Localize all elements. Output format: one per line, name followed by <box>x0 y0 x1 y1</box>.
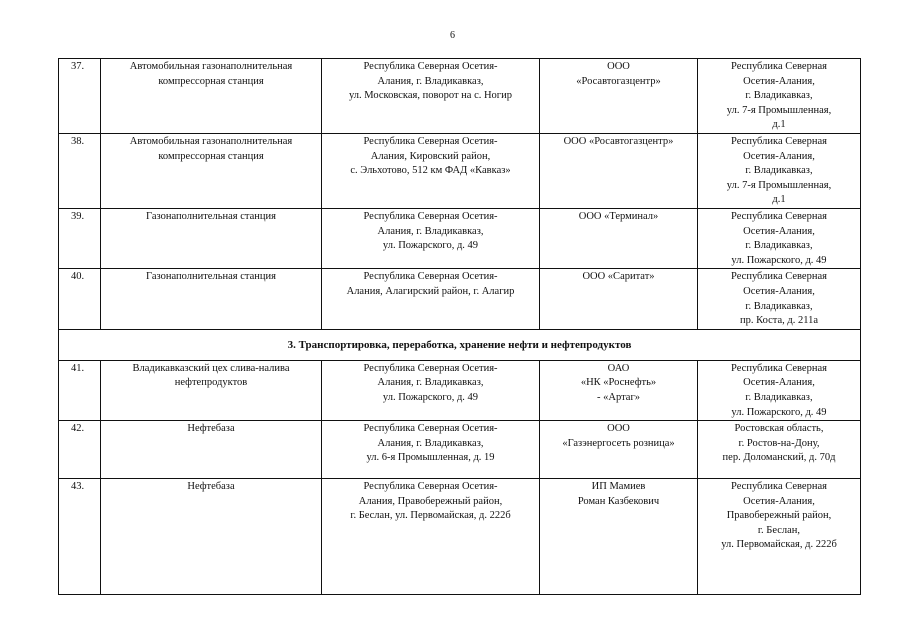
facility-location-line: ул. Пожарского, д. 49 <box>382 240 479 252</box>
table-row <box>59 208 861 268</box>
facility-location <box>322 421 540 479</box>
facility-location-line: ул. Пожарского, д. 49 <box>382 391 479 403</box>
facility-location-line: ул. 6-я Промышленная, д. 19 <box>366 452 495 464</box>
owner-address <box>698 360 861 420</box>
facility-name <box>101 59 322 134</box>
row-number: 37. <box>59 59 101 134</box>
facility-location-line: ул. Московская, поворот на с. Ногир <box>349 90 512 102</box>
facility-location-line: Республика Северная Осетия- <box>363 481 498 493</box>
facility-owner-line: ООО <box>607 423 630 435</box>
owner-address-line: Ростовская область, <box>734 423 824 435</box>
facilities-table <box>58 58 861 595</box>
facility-location-line: Алания, Алагирский район, г. Алагир <box>346 285 515 297</box>
owner-address-line: Республика Северная <box>731 362 827 374</box>
table-row <box>59 479 861 595</box>
facility-location-line: Алания, г. Владикавказ, <box>377 75 484 87</box>
facility-location-line: Алания, г. Владикавказ, <box>377 377 484 389</box>
facility-owner <box>540 59 698 134</box>
owner-address-line: Осетия-Алания, <box>743 285 815 297</box>
owner-address <box>698 208 861 268</box>
page-number: 6 <box>450 30 455 41</box>
owner-address-line: Республика Северная <box>731 271 827 283</box>
row-number: 40. <box>59 269 101 329</box>
facility-location-line: Республика Северная Осетия- <box>363 210 498 222</box>
facility-owner-line: «Газэнергосеть розница» <box>562 437 675 449</box>
facility-owner-line: - «Артаг» <box>597 391 640 403</box>
facility-name <box>101 421 322 479</box>
facility-name-line: Газонаполнительная станция <box>146 271 276 283</box>
facility-name <box>101 360 322 420</box>
owner-address-line: Осетия-Алания, <box>743 75 815 87</box>
facility-location-line: Алания, Кировский район, <box>370 150 491 162</box>
facility-owner-line: ООО «Терминал» <box>578 210 659 222</box>
owner-address-line: ул. 7-я Промышленная, <box>726 104 832 116</box>
facility-location-line: Алания, Правобережный район, <box>358 495 503 507</box>
owner-address-line: г. Владикавказ, <box>745 391 813 403</box>
row-number: 43. <box>59 479 101 595</box>
owner-address-line: ул. Первомайская, д. 222б <box>721 539 837 551</box>
owner-address-line: д.1 <box>772 194 786 206</box>
owner-address-line: ул. Пожарского, д. 49 <box>731 406 827 418</box>
facility-location-line: Алания, г. Владикавказ, <box>377 225 484 237</box>
owner-address-line: Республика Северная <box>731 210 827 222</box>
facility-location-line: Алания, г. Владикавказ, <box>377 437 484 449</box>
owner-address-line: пр. Коста, д. 211а <box>739 315 818 327</box>
facility-owner-line: ООО «Саритат» <box>582 271 655 283</box>
facility-location-line: Республика Северная Осетия- <box>363 362 498 374</box>
facility-owner <box>540 360 698 420</box>
facility-name-line: Нефтебаза <box>187 481 235 493</box>
facility-location <box>322 134 540 209</box>
row-number: 42. <box>59 421 101 479</box>
facility-location <box>322 208 540 268</box>
owner-address-line: г. Беслан, <box>757 524 801 536</box>
facility-location-line: с. Эльхотово, 512 км ФАД «Кавказ» <box>350 165 511 177</box>
facility-location-line: г. Беслан, ул. Первомайская, д. 222б <box>350 510 511 522</box>
owner-address <box>698 479 861 595</box>
owner-address-line: Республика Северная <box>731 481 827 493</box>
facility-name <box>101 208 322 268</box>
owner-address-line: д.1 <box>772 119 786 131</box>
facility-name-line: компрессорная станция <box>158 75 264 87</box>
facility-owner <box>540 269 698 329</box>
facility-name-line: Автомобильная газонаполнительная <box>129 61 293 72</box>
section-heading-row <box>59 329 861 360</box>
table-row <box>59 59 861 134</box>
facility-owner <box>540 421 698 479</box>
row-number: 41. <box>59 360 101 420</box>
section-heading: 3. Транспортировка, переработка, хранение нефти и нефтепродуктов <box>59 329 861 360</box>
facility-name <box>101 269 322 329</box>
facility-location-line: Республика Северная Осетия- <box>363 271 498 283</box>
facility-owner-line: ООО <box>607 61 630 72</box>
facility-owner <box>540 134 698 209</box>
facility-location <box>322 59 540 134</box>
table-row <box>59 269 861 329</box>
table-row <box>59 360 861 420</box>
owner-address-line: г. Владикавказ, <box>745 90 813 102</box>
facility-owner-line: ООО «Росавтогазцентр» <box>563 136 674 147</box>
facility-location-line: Республика Северная Осетия- <box>363 61 498 72</box>
facility-location <box>322 269 540 329</box>
owner-address-line: ул. 7-я Промышленная, <box>726 179 832 191</box>
owner-address-line: Осетия-Алания, <box>743 225 815 237</box>
facility-name-line: компрессорная станция <box>158 150 264 162</box>
facility-owner-line: ОАО <box>607 362 630 374</box>
facility-location <box>322 360 540 420</box>
owner-address-line: ул. Пожарского, д. 49 <box>731 254 827 266</box>
owner-address <box>698 421 861 479</box>
facility-owner-line: «Росавтогазцентр» <box>576 75 661 87</box>
owner-address-line: Республика Северная <box>731 61 827 72</box>
owner-address <box>698 59 861 134</box>
owner-address <box>698 134 861 209</box>
facility-name <box>101 479 322 595</box>
facility-owner <box>540 208 698 268</box>
table-row <box>59 134 861 209</box>
row-number: 39. <box>59 208 101 268</box>
owner-address-line: г. Владикавказ, <box>745 240 813 252</box>
facility-name-line: Нефтебаза <box>187 423 235 435</box>
facility-owner <box>540 479 698 595</box>
owner-address-line: г. Владикавказ, <box>745 165 813 177</box>
owner-address-line: Республика Северная <box>731 136 827 147</box>
facility-owner-line: «НК «Роснефть» <box>580 377 657 389</box>
owner-address <box>698 269 861 329</box>
facility-location-line: Республика Северная Осетия- <box>363 136 498 147</box>
owner-address-line: Правобережный район, <box>726 510 832 522</box>
facility-owner-line: Роман Казбекович <box>577 495 660 507</box>
facility-name <box>101 134 322 209</box>
owner-address-line: пер. Доломанский, д. 70д <box>722 452 836 464</box>
facility-name-line: Газонаполнительная станция <box>146 210 276 222</box>
facility-name-line: Владикавказский цех слива-налива <box>132 362 290 374</box>
row-number: 38. <box>59 134 101 209</box>
table-row <box>59 421 861 479</box>
owner-address-line: Осетия-Алания, <box>743 377 815 389</box>
owner-address-line: г. Владикавказ, <box>745 300 813 312</box>
facility-name-line: Автомобильная газонаполнительная <box>129 136 293 147</box>
facility-owner-line: ИП Мамиев <box>591 481 646 493</box>
facility-name-line: нефтепродуктов <box>174 377 248 389</box>
owner-address-line: Осетия-Алания, <box>743 495 815 507</box>
facility-location <box>322 479 540 595</box>
facility-location-line: Республика Северная Осетия- <box>363 423 498 435</box>
owner-address-line: г. Ростов-на-Дону, <box>738 437 820 449</box>
owner-address-line: Осетия-Алания, <box>743 150 815 162</box>
